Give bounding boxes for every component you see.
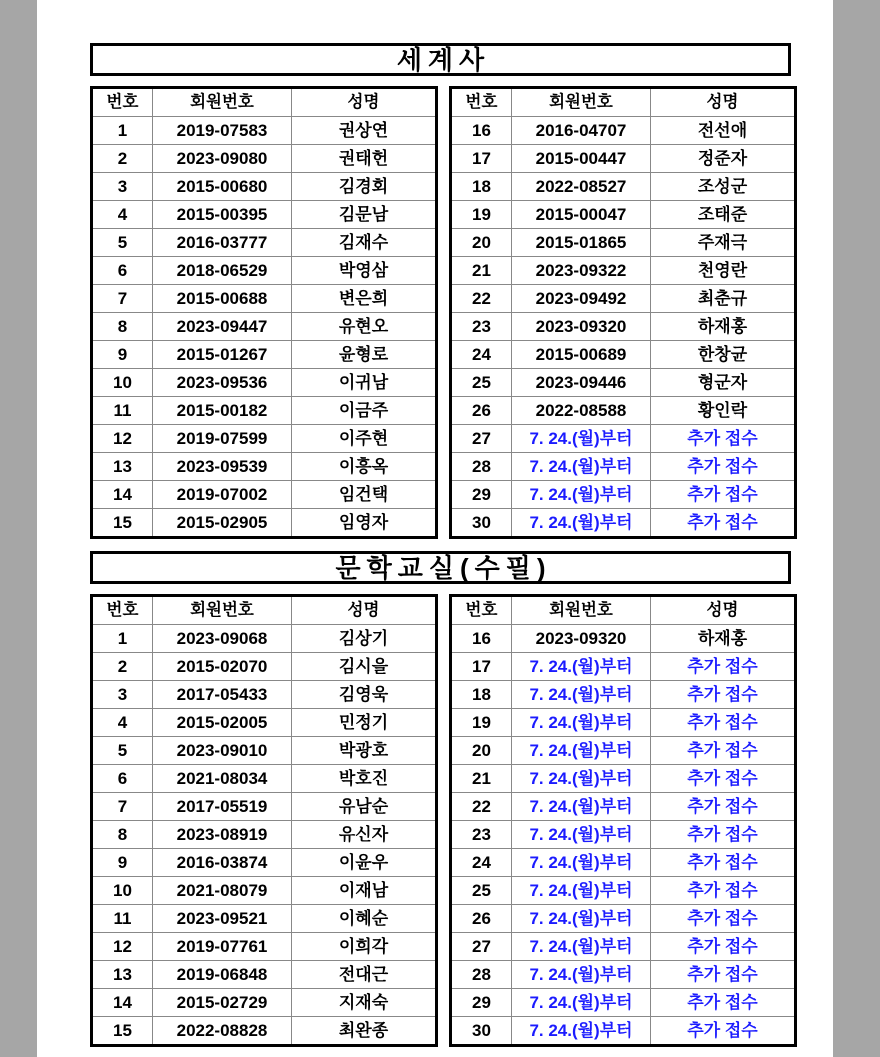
cell-name: 추가 접수 [651, 821, 796, 849]
cell-name: 추가 접수 [651, 793, 796, 821]
member-row [451, 961, 796, 989]
cell-member-no: 7. 24.(월)부터 [512, 933, 651, 961]
cell-no: 29 [451, 481, 512, 509]
cell-no: 12 [92, 425, 153, 453]
cell-member-no: 2015-00395 [153, 201, 292, 229]
cell-no: 9 [92, 341, 153, 369]
cell-member-no: 7. 24.(월)부터 [512, 849, 651, 877]
cell-member-no: 2023-09010 [153, 737, 292, 765]
cell-no: 5 [92, 229, 153, 257]
cell-name: 추가 접수 [651, 653, 796, 681]
cell-member-no: 2022-08527 [512, 173, 651, 201]
cell-member-no: 2018-06529 [153, 257, 292, 285]
cell-no: 24 [451, 849, 512, 877]
cell-no: 29 [451, 989, 512, 1017]
column-header: 성명 [292, 596, 437, 625]
cell-member-no: 7. 24.(월)부터 [512, 905, 651, 933]
cell-member-no: 2015-00688 [153, 285, 292, 313]
cell-name: 이귀남 [292, 369, 437, 397]
cell-member-no: 7. 24.(월)부터 [512, 509, 651, 538]
cell-no: 11 [92, 397, 153, 425]
cell-member-no: 7. 24.(월)부터 [512, 961, 651, 989]
cell-member-no: 2023-09446 [512, 369, 651, 397]
member-row [92, 425, 437, 453]
cell-name: 추가 접수 [651, 877, 796, 905]
cell-member-no: 2023-09322 [512, 257, 651, 285]
cell-name: 최완종 [292, 1017, 437, 1046]
member-row [451, 877, 796, 905]
cell-member-no: 7. 24.(월)부터 [512, 681, 651, 709]
cell-name: 추가 접수 [651, 765, 796, 793]
member-row [92, 681, 437, 709]
cell-member-no: 2019-06848 [153, 961, 292, 989]
cell-member-no: 2023-09320 [512, 625, 651, 653]
cell-no: 19 [451, 201, 512, 229]
cell-no: 17 [451, 145, 512, 173]
member-row [92, 793, 437, 821]
cell-member-no: 2016-04707 [512, 117, 651, 145]
cell-name: 김상기 [292, 625, 437, 653]
cell-no: 25 [451, 369, 512, 397]
cell-name: 이금주 [292, 397, 437, 425]
member-row [92, 369, 437, 397]
cell-no: 27 [451, 425, 512, 453]
header-row [92, 88, 437, 117]
cell-member-no: 2022-08828 [153, 1017, 292, 1046]
member-row [92, 397, 437, 425]
member-row [451, 201, 796, 229]
cell-no: 6 [92, 765, 153, 793]
cell-member-no: 7. 24.(월)부터 [512, 793, 651, 821]
member-row [451, 653, 796, 681]
member-row [451, 989, 796, 1017]
cell-member-no: 2023-09536 [153, 369, 292, 397]
cell-name: 박호진 [292, 765, 437, 793]
cell-member-no: 7. 24.(월)부터 [512, 765, 651, 793]
cell-no: 25 [451, 877, 512, 905]
cell-no: 20 [451, 737, 512, 765]
member-row [92, 229, 437, 257]
cell-member-no: 2015-02905 [153, 509, 292, 538]
member-row [451, 933, 796, 961]
cell-name: 추가 접수 [651, 933, 796, 961]
header-row [92, 596, 437, 625]
cell-name: 추가 접수 [651, 961, 796, 989]
cell-no: 26 [451, 397, 512, 425]
column-header: 성명 [292, 88, 437, 117]
cell-name: 유신자 [292, 821, 437, 849]
cell-no: 22 [451, 793, 512, 821]
cell-member-no: 2023-09521 [153, 905, 292, 933]
cell-name: 황인락 [651, 397, 796, 425]
cell-no: 10 [92, 877, 153, 905]
cell-no: 28 [451, 961, 512, 989]
member-row [451, 905, 796, 933]
member-row [451, 229, 796, 257]
cell-member-no: 2015-02729 [153, 989, 292, 1017]
member-row [92, 453, 437, 481]
cell-member-no: 2023-08919 [153, 821, 292, 849]
cell-no: 11 [92, 905, 153, 933]
member-row [451, 765, 796, 793]
cell-name: 김문남 [292, 201, 437, 229]
cell-no: 27 [451, 933, 512, 961]
cell-no: 10 [92, 369, 153, 397]
cell-name: 추가 접수 [651, 453, 796, 481]
cell-no: 8 [92, 313, 153, 341]
cell-name: 형군자 [651, 369, 796, 397]
cell-name: 이흥옥 [292, 453, 437, 481]
cell-no: 1 [92, 117, 153, 145]
cell-name: 박영삼 [292, 257, 437, 285]
cell-no: 21 [451, 257, 512, 285]
cell-name: 권상연 [292, 117, 437, 145]
member-row [451, 737, 796, 765]
cell-name: 박광호 [292, 737, 437, 765]
cell-name: 추가 접수 [651, 1017, 796, 1046]
member-row [451, 1017, 796, 1046]
cell-member-no: 2023-09539 [153, 453, 292, 481]
cell-member-no: 7. 24.(월)부터 [512, 425, 651, 453]
member-row [451, 709, 796, 737]
member-row [451, 341, 796, 369]
cell-name: 김경회 [292, 173, 437, 201]
roster-section [90, 43, 791, 539]
cell-name: 전선애 [651, 117, 796, 145]
cell-no: 15 [92, 1017, 153, 1046]
cell-name: 이주현 [292, 425, 437, 453]
cell-name: 추가 접수 [651, 905, 796, 933]
roster-table-right [449, 594, 797, 1047]
cell-member-no: 2021-08034 [153, 765, 292, 793]
roster-tables [90, 86, 791, 539]
cell-member-no: 2023-09080 [153, 145, 292, 173]
cell-member-no: 2015-01267 [153, 341, 292, 369]
cell-no: 15 [92, 509, 153, 538]
member-row [451, 369, 796, 397]
member-row [451, 821, 796, 849]
cell-no: 22 [451, 285, 512, 313]
cell-name: 임영자 [292, 509, 437, 538]
cell-name: 추가 접수 [651, 737, 796, 765]
column-header: 회원번호 [512, 88, 651, 117]
cell-name: 최춘규 [651, 285, 796, 313]
cell-member-no: 2021-08079 [153, 877, 292, 905]
cell-no: 7 [92, 285, 153, 313]
header-row [451, 88, 796, 117]
member-row [451, 117, 796, 145]
member-row [92, 285, 437, 313]
cell-no: 14 [92, 481, 153, 509]
cell-member-no: 2023-09492 [512, 285, 651, 313]
document-page [37, 0, 833, 1057]
cell-no: 2 [92, 145, 153, 173]
cell-name: 지재숙 [292, 989, 437, 1017]
cell-no: 2 [92, 653, 153, 681]
cell-member-no: 7. 24.(월)부터 [512, 877, 651, 905]
cell-no: 20 [451, 229, 512, 257]
cell-member-no: 7. 24.(월)부터 [512, 737, 651, 765]
page-content [37, 0, 791, 1047]
member-row [92, 905, 437, 933]
roster-table-left [90, 594, 438, 1047]
member-row [451, 481, 796, 509]
cell-no: 30 [451, 509, 512, 538]
member-row [451, 145, 796, 173]
member-row [451, 793, 796, 821]
member-row [92, 653, 437, 681]
cell-name: 윤형로 [292, 341, 437, 369]
cell-name: 조성군 [651, 173, 796, 201]
member-row [451, 173, 796, 201]
member-row [92, 481, 437, 509]
column-header: 번호 [451, 596, 512, 625]
member-row [92, 989, 437, 1017]
cell-member-no: 7. 24.(월)부터 [512, 453, 651, 481]
cell-member-no: 2015-00182 [153, 397, 292, 425]
roster-tables [90, 594, 791, 1047]
column-header: 번호 [451, 88, 512, 117]
sections-container [90, 43, 791, 1047]
cell-name: 추가 접수 [651, 709, 796, 737]
cell-member-no: 2019-07599 [153, 425, 292, 453]
section-title: 문학교실(수필) [335, 552, 552, 583]
cell-name: 김재수 [292, 229, 437, 257]
cell-no: 17 [451, 653, 512, 681]
cell-no: 4 [92, 709, 153, 737]
cell-no: 8 [92, 821, 153, 849]
cell-name: 천영란 [651, 257, 796, 285]
cell-name: 변은희 [292, 285, 437, 313]
member-row [451, 285, 796, 313]
cell-member-no: 2023-09447 [153, 313, 292, 341]
cell-no: 18 [451, 681, 512, 709]
member-row [92, 1017, 437, 1046]
cell-no: 3 [92, 681, 153, 709]
cell-name: 조태준 [651, 201, 796, 229]
member-row [451, 509, 796, 538]
cell-member-no: 7. 24.(월)부터 [512, 989, 651, 1017]
member-row [451, 257, 796, 285]
cell-member-no: 7. 24.(월)부터 [512, 1017, 651, 1046]
cell-member-no: 7. 24.(월)부터 [512, 481, 651, 509]
cell-member-no: 2023-09320 [512, 313, 651, 341]
header-row [451, 596, 796, 625]
column-header: 회원번호 [153, 596, 292, 625]
member-row [92, 201, 437, 229]
column-header: 성명 [651, 88, 796, 117]
cell-member-no: 2015-00447 [512, 145, 651, 173]
cell-name: 임건택 [292, 481, 437, 509]
cell-no: 28 [451, 453, 512, 481]
cell-no: 3 [92, 173, 153, 201]
cell-name: 추가 접수 [651, 425, 796, 453]
column-header: 회원번호 [512, 596, 651, 625]
member-row [92, 737, 437, 765]
cell-name: 이재남 [292, 877, 437, 905]
member-row [92, 145, 437, 173]
member-row [451, 681, 796, 709]
cell-name: 하재홍 [651, 313, 796, 341]
section-title: 세계사 [396, 44, 491, 75]
cell-member-no: 7. 24.(월)부터 [512, 821, 651, 849]
cell-name: 하재홍 [651, 625, 796, 653]
member-row [92, 877, 437, 905]
cell-no: 14 [92, 989, 153, 1017]
cell-no: 13 [92, 961, 153, 989]
member-row [451, 453, 796, 481]
cell-name: 주재극 [651, 229, 796, 257]
cell-no: 16 [451, 625, 512, 653]
cell-member-no: 2015-00047 [512, 201, 651, 229]
cell-member-no: 7. 24.(월)부터 [512, 709, 651, 737]
member-row [92, 709, 437, 737]
cell-no: 12 [92, 933, 153, 961]
cell-name: 추가 접수 [651, 989, 796, 1017]
cell-member-no: 2019-07583 [153, 117, 292, 145]
cell-name: 유남순 [292, 793, 437, 821]
cell-member-no: 2019-07002 [153, 481, 292, 509]
cell-no: 1 [92, 625, 153, 653]
cell-no: 26 [451, 905, 512, 933]
cell-name: 이희각 [292, 933, 437, 961]
cell-no: 9 [92, 849, 153, 877]
cell-name: 이윤우 [292, 849, 437, 877]
cell-name: 추가 접수 [651, 681, 796, 709]
cell-name: 김시을 [292, 653, 437, 681]
cell-no: 4 [92, 201, 153, 229]
cell-name: 정준자 [651, 145, 796, 173]
member-row [92, 961, 437, 989]
cell-name: 추가 접수 [651, 509, 796, 538]
member-row [92, 313, 437, 341]
cell-no: 21 [451, 765, 512, 793]
member-row [92, 933, 437, 961]
cell-name: 권태헌 [292, 145, 437, 173]
cell-no: 6 [92, 257, 153, 285]
right-gutter [833, 0, 880, 1057]
cell-member-no: 2015-00689 [512, 341, 651, 369]
cell-name: 민정기 [292, 709, 437, 737]
cell-member-no: 2016-03874 [153, 849, 292, 877]
member-row [92, 257, 437, 285]
cell-no: 23 [451, 821, 512, 849]
cell-no: 7 [92, 793, 153, 821]
cell-member-no: 2015-01865 [512, 229, 651, 257]
cell-member-no: 2017-05433 [153, 681, 292, 709]
member-row [92, 849, 437, 877]
member-row [92, 173, 437, 201]
member-row [92, 117, 437, 145]
column-header: 성명 [651, 596, 796, 625]
cell-no: 19 [451, 709, 512, 737]
member-row [92, 625, 437, 653]
cell-member-no: 2017-05519 [153, 793, 292, 821]
cell-name: 전대근 [292, 961, 437, 989]
cell-name: 유현오 [292, 313, 437, 341]
section-title-box [90, 43, 791, 76]
member-row [451, 313, 796, 341]
cell-member-no: 2023-09068 [153, 625, 292, 653]
cell-no: 23 [451, 313, 512, 341]
member-row [451, 397, 796, 425]
roster-table-right [449, 86, 797, 539]
member-row [92, 341, 437, 369]
cell-no: 16 [451, 117, 512, 145]
member-row [92, 821, 437, 849]
cell-no: 18 [451, 173, 512, 201]
member-row [451, 425, 796, 453]
cell-no: 5 [92, 737, 153, 765]
cell-member-no: 7. 24.(월)부터 [512, 653, 651, 681]
cell-member-no: 2015-00680 [153, 173, 292, 201]
cell-member-no: 2016-03777 [153, 229, 292, 257]
roster-section [90, 551, 791, 1047]
cell-no: 24 [451, 341, 512, 369]
roster-table-left [90, 86, 438, 539]
member-row [451, 625, 796, 653]
cell-name: 추가 접수 [651, 849, 796, 877]
cell-member-no: 2022-08588 [512, 397, 651, 425]
section-title-box [90, 551, 791, 584]
column-header: 회원번호 [153, 88, 292, 117]
member-row [92, 765, 437, 793]
column-header: 번호 [92, 596, 153, 625]
cell-name: 이혜순 [292, 905, 437, 933]
cell-name: 김영욱 [292, 681, 437, 709]
cell-name: 한창균 [651, 341, 796, 369]
cell-member-no: 2015-02070 [153, 653, 292, 681]
member-row [451, 849, 796, 877]
cell-no: 13 [92, 453, 153, 481]
cell-name: 추가 접수 [651, 481, 796, 509]
cell-member-no: 2019-07761 [153, 933, 292, 961]
cell-member-no: 2015-02005 [153, 709, 292, 737]
column-header: 번호 [92, 88, 153, 117]
cell-no: 30 [451, 1017, 512, 1046]
member-row [92, 509, 437, 538]
left-gutter [0, 0, 37, 1057]
